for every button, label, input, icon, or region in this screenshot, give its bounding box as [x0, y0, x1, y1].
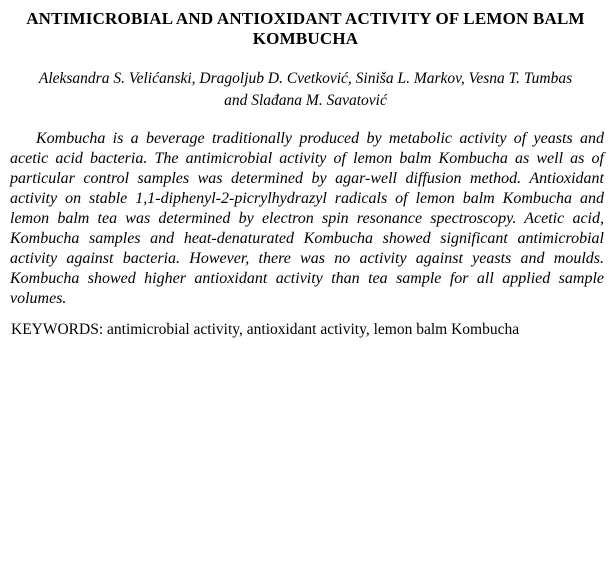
- paper-title-line-2: KOMBUCHA: [252, 29, 359, 48]
- paper-authors-line-2: and Slađana M. Savatović: [224, 92, 387, 109]
- abstract-line: lemon balm tea was determined by electron spin resonance spectroscopy. Acetic acid,: [10, 210, 604, 227]
- abstract-line: Kombucha samples and heat-denaturated Kombucha showed significant antimicrobial: [10, 230, 604, 247]
- paper-abstract: [10, 129, 604, 309]
- abstract-line: volumes.: [10, 290, 67, 307]
- paper-title: [0, 0, 611, 49]
- abstract-line: activity on stable 1,1-diphenyl-2-picrylhydrazyl radicals of lemon balm Kombucha and: [10, 190, 604, 207]
- abstract-line: particular control samples was determined by agar-well diffusion method. Antioxidant: [10, 170, 604, 187]
- paper-authors: [0, 68, 611, 112]
- keywords-line: KEYWORDS: antimicrobial activity, antioxidant activity, lemon balm Kombucha: [11, 321, 520, 338]
- abstract-line: Kombucha showed higher antioxidant activity than tea sample for all applied sample: [10, 270, 604, 287]
- abstract-line: activity against bacteria. However, there was no activity against yeasts and moulds.: [10, 250, 604, 267]
- abstract-line: acetic acid bacteria. The antimicrobial activity of lemon balm Kombucha as well as of: [10, 150, 604, 167]
- paper-authors-line-1: Aleksandra S. Velićanski, Dragoljub D. Cvetković, Siniša L. Markov, Vesna T. Tumbas: [38, 70, 573, 87]
- abstract-line: Kombucha is a beverage traditionally produced by metabolic activity of yeasts and: [36, 130, 604, 147]
- paper-title-line-1: ANTIMICROBIAL AND ANTIOXIDANT ACTIVITY OF LEMON BALM: [26, 9, 585, 28]
